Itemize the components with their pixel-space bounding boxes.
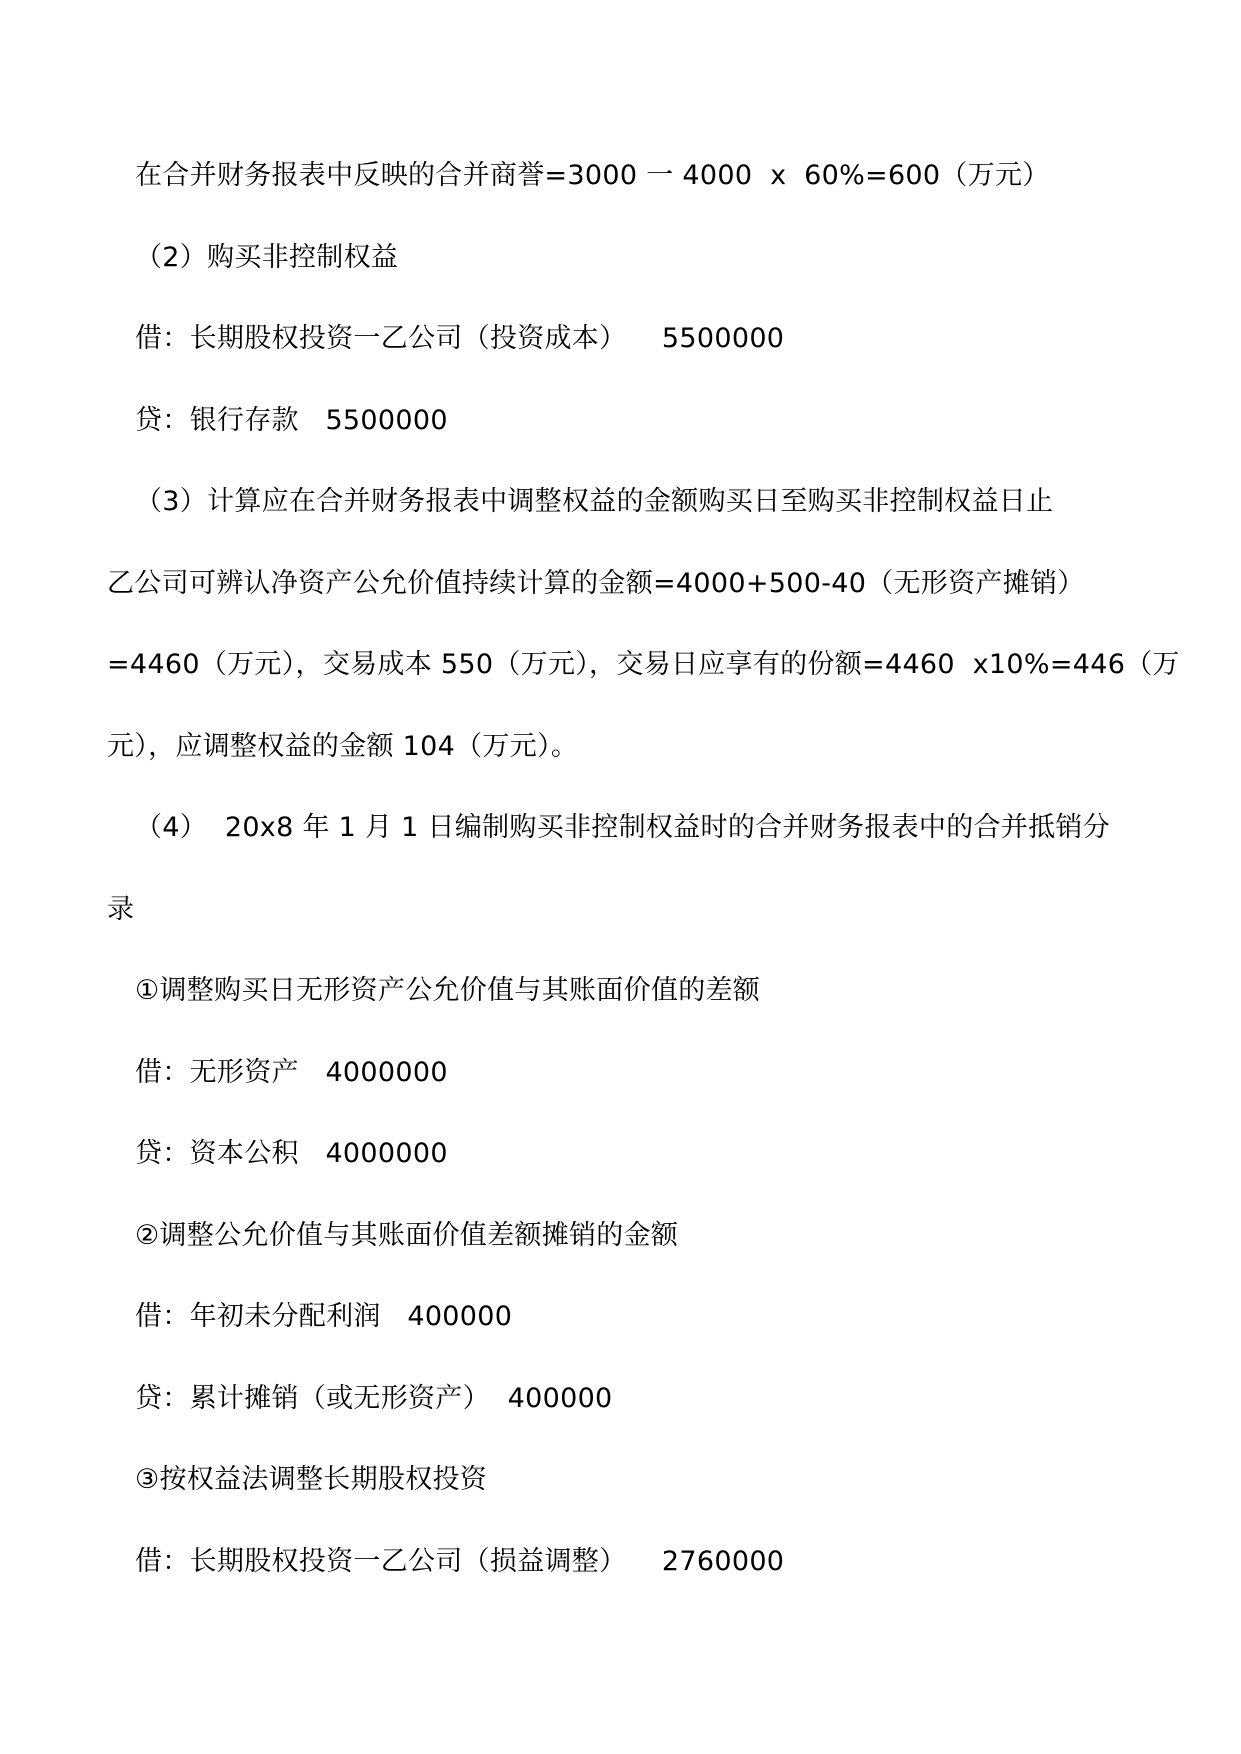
- text-line: 在合并财务报表中反映的合并商誉=3000 一 4000 x 60%=600（万元）: [135, 160, 1050, 191]
- text-line: 元），应调整权益的金额 104（万元）。: [107, 730, 579, 762]
- journal-entry-credit: 贷：银行存款 5500000: [135, 404, 448, 436]
- journal-entry-debit: 借：长期股权投资一乙公司（损益调整） 2760000: [135, 1545, 785, 1577]
- section-heading: （3）计算应在合并财务报表中调整权益的金额购买日至购买非控制权益日止: [135, 486, 1054, 517]
- journal-entry-debit: 借：年初未分配利润 400000: [135, 1301, 513, 1332]
- step-heading: ③按权益法调整长期股权投资: [135, 1464, 488, 1495]
- journal-entry-credit: 贷：资本公积 4000000: [135, 1138, 448, 1169]
- text-line: =4460（万元），交易成本 550（万元），交易日应享有的份额=4460 x10%=446（万: [107, 649, 1180, 680]
- text-line: 乙公司可辨认净资产公允价值持续计算的金额=4000+500-40（无形资产摊销）: [107, 567, 1085, 599]
- journal-entry-debit: 借：无形资产 4000000: [135, 1056, 448, 1088]
- step-heading: ②调整公允价值与其账面价值差额摊销的金额: [135, 1219, 679, 1251]
- journal-entry-credit: 贷：累计摊销（或无形资产） 400000: [135, 1382, 613, 1414]
- section-heading: （2）购买非控制权益: [135, 241, 399, 273]
- text-line: 录: [107, 893, 135, 925]
- section-heading: （4） 20x8 年 1 月 1 日编制购买非控制权益时的合并财务报表中的合并抵销分: [135, 812, 1111, 843]
- step-heading: ①调整购买日无形资产公允价值与其账面价值的差额: [135, 975, 761, 1006]
- journal-entry-debit: 借：长期股权投资一乙公司（投资成本） 5500000: [135, 323, 785, 354]
